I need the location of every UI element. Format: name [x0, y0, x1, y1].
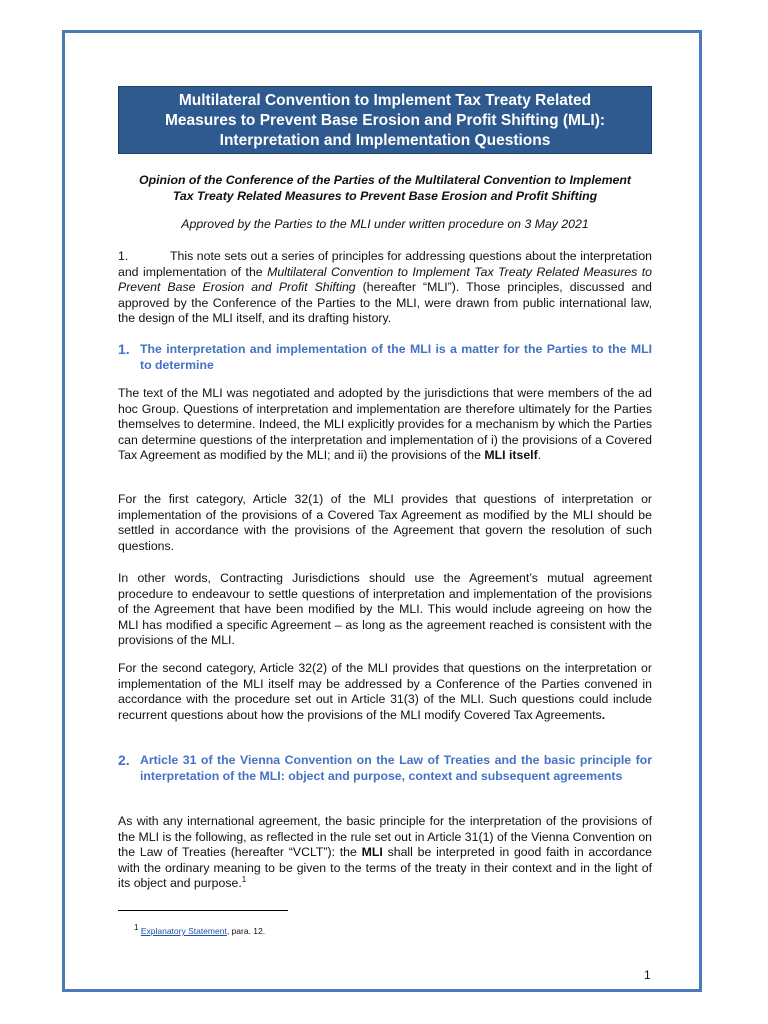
section-title: The interpretation and implementation of the MLI is a matter for the Parties to the MLI to determine	[140, 342, 652, 372]
footnote-ref[interactable]: 1	[241, 875, 247, 885]
punctuation: .	[601, 707, 606, 722]
title-line-3: Interpretation and Implementation Questions	[219, 132, 551, 149]
footnote-divider	[118, 910, 288, 911]
section-1-paragraph-4	[118, 661, 652, 723]
title-line-1: Multilateral Convention to Implement Tax Treaty Related	[178, 92, 592, 109]
approval-note: Approved by the Parties to the MLI under written procedure on 3 May 2021	[181, 217, 589, 231]
paragraph-text: (hereafter “MLI”). Those principles, discussed and approved by the Conference of the Parties to the MLI, were drawn from public international law, the design of the MLI itself, and its drafting history.	[118, 280, 652, 326]
paragraph-text: For the second category, Article 32(2) of the MLI provides that questions on the interpretation or implementation of the MLI itself may be addressed by a Conference of the Parties convened in accordance with the procedure set out in Article 31(3) of the MLI. Such questions could include recurrent questions about how the provisions of the MLI modify Covered Tax Agreements	[118, 661, 652, 722]
paragraph-text: As with any international agreement, the basic principle for the interpretation of the provisions of the MLI is the following, as reflected in the rule set out in Article 31(1) of the Vienna Convention on the Law of Treaties (hereafter “VCLT”): the	[118, 814, 652, 860]
document-title	[118, 86, 652, 154]
section-1-heading	[118, 341, 652, 373]
section-number: 2.	[118, 752, 130, 768]
section-1-paragraph-3: In other words, Contracting Jurisdictions should use the Agreement’s mutual agreement procedure to endeavour to settle questions of interpretation and implementation of the provisions of the Agreement that have been modified by the MLI. This would include agreeing on how the MLI has modified a specific Agreement – as long as the agreement reached is consistent with the provisions of the MLI.	[118, 571, 652, 648]
section-1-paragraph-2: For the first category, Article 32(1) of the MLI provides that questions of interpretation or implementation of the provisions of a Covered Tax Agreement as modified by the MLI should be settled in accordance with the provisions of the Agreement that govern the resolution of such questions.	[118, 492, 652, 553]
paragraph-text: This note sets out a series of principles for addressing questions about the interpretation and implementation of the	[118, 249, 652, 279]
page-number: 1	[644, 968, 651, 982]
section-2-heading	[118, 752, 652, 784]
paragraph-text: shall be interpreted in good faith in accordance with the ordinary meaning to be given to the terms of the treaty in their context and in the light of its object and purpose.	[118, 845, 652, 891]
title-line-2: Measures to Prevent Base Erosion and Profit Shifting (MLI):	[164, 112, 606, 129]
punctuation: .	[537, 448, 542, 463]
bold-text: MLI	[361, 845, 383, 860]
section-1-paragraph-1	[118, 386, 652, 464]
paragraph-number: 1.	[118, 249, 129, 263]
subtitle-line-1: Opinion of the Conference of the Parties of the Multilateral Convention to Implement	[139, 173, 631, 187]
bold-text: MLI itself	[484, 448, 538, 463]
paragraph-1	[118, 249, 652, 327]
convention-name: Multilateral Convention to Implement Tax Treaty Related Measures to Prevent Base Erosion and Profit Shifting	[118, 264, 652, 295]
explanatory-statement-link[interactable]: Explanatory Statement	[140, 926, 227, 936]
section-title: Article 31 of the Vienna Convention on the Law of Treaties and the basic principle for interpretation of the MLI: object and purpose, context and subsequent agreements	[140, 753, 652, 783]
footnote-1	[134, 923, 266, 936]
section-number: 1.	[118, 341, 130, 357]
footnote-text: , para. 12.	[226, 926, 266, 936]
footnote-marker: 1	[134, 923, 139, 933]
paragraph-text: The text of the MLI was negotiated and adopted by the jurisdictions that were members of the ad hoc Group. Questions of interpretation and implementation are therefore ultimately for the Parties themselves to determine. Indeed, the MLI explicitly provides for a mechanism by which the Parties can determine questions of the interpretation and implementation of i) the provisions of a Covered Tax Agreement as modified by the MLI; and ii) the provisions of the	[118, 386, 652, 463]
section-2-paragraph-1	[118, 814, 652, 892]
subtitle-line-2: Tax Treaty Related Measures to Prevent Base Erosion and Profit Shifting	[172, 189, 598, 203]
document-subtitle	[112, 172, 658, 204]
